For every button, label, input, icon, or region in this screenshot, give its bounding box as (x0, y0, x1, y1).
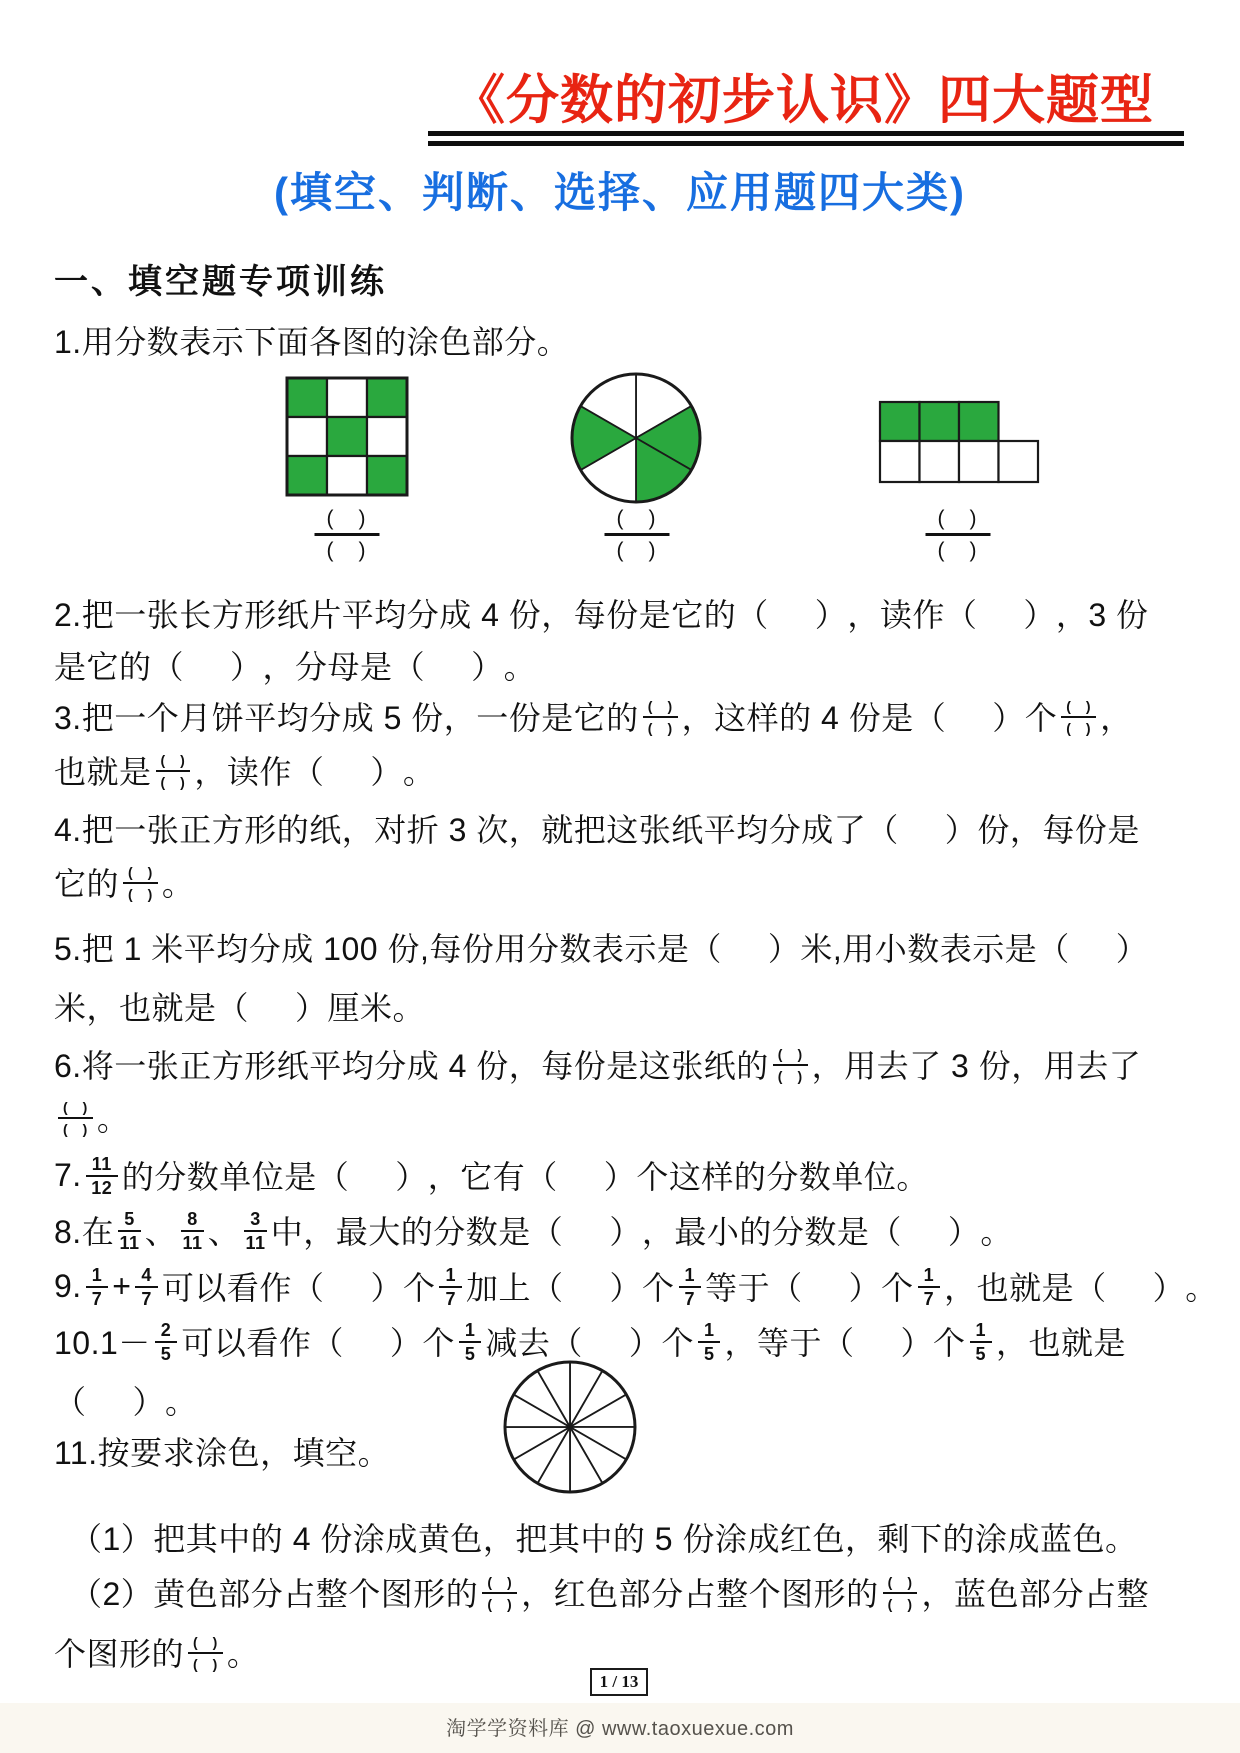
answer-blank: （ ） (770, 1270, 882, 1306)
text-run: 。 (165, 1384, 198, 1420)
text-run: 个 (402, 1270, 436, 1306)
text-run: 。 (1185, 1270, 1218, 1306)
text-run: ，3 份 (1055, 597, 1149, 633)
answer-blank: （ ） (913, 700, 1025, 736)
text-run: 9. (54, 1267, 82, 1304)
text-run: （2）黄色部分占整个图形的 (70, 1576, 479, 1612)
text-run: 减去 (485, 1325, 551, 1361)
answer-blank: （ ） (311, 1325, 423, 1361)
text-run: + (112, 1267, 132, 1304)
figure-fraction-blank: ( ) ( ) (605, 508, 670, 561)
fraction: $\frac{1}{7}$ (439, 1265, 462, 1308)
pie12-figure-sector (538, 1362, 571, 1427)
fraction: $\frac{2}{5}$ (155, 1320, 178, 1363)
fraction-blank: $\frac{( )}{( )}$ (643, 698, 678, 735)
answer-blank: （ ） (531, 1270, 643, 1306)
fraction: $\frac{11}{12}$ (86, 1154, 118, 1197)
text-run: 。 (161, 866, 195, 902)
text-run: 可以看作 (161, 1270, 292, 1306)
answer-blank: （ ） (944, 597, 1056, 633)
text-run: 3.把一个月饼平均分成 5 份，一份是它的 (54, 700, 639, 736)
text-run: 个 (642, 1270, 675, 1306)
fraction: $\frac{1}{5}$ (459, 1320, 482, 1363)
figure-fraction-blank: ( ) ( ) (315, 508, 380, 561)
text-run: 11.按要求涂色，填空。 (54, 1435, 391, 1471)
pie12-figure-sector (538, 1427, 571, 1492)
fraction-blank: $\frac{( )}{( )}$ (156, 752, 191, 789)
q2-line2 (54, 640, 536, 690)
text-run: 加上 (465, 1270, 531, 1306)
answer-blank: （ ） (216, 990, 328, 1026)
answer-blank: （ ） (689, 931, 801, 967)
text-run: 2.把一张长方形纸片平均分成 4 份，每份是它的 (54, 597, 737, 633)
lshape-bottom-cell (920, 441, 960, 482)
lshape-bottom-cell (959, 441, 999, 482)
answer-blank: （ ） (316, 1159, 428, 1195)
q11-text (54, 1426, 390, 1476)
text-run: ，读作 (194, 754, 292, 790)
grid-cell (327, 417, 367, 456)
text-run: ，读作 (847, 597, 945, 633)
q4-line1 (54, 803, 1140, 853)
pie12-figure-sector (570, 1371, 626, 1427)
q10-line1 (54, 1316, 1126, 1366)
grid-cell (287, 417, 327, 456)
answer-blank: （ ） (821, 1325, 934, 1361)
fraction: $\frac{8}{11}$ (182, 1208, 203, 1253)
pie12-figure-sector (570, 1395, 635, 1428)
text-run: 、 (207, 1214, 241, 1250)
q11-sub2-line1 (70, 1567, 1149, 1617)
text-run: ，红色部分占整个图形的 (521, 1576, 879, 1612)
pie12-figure-sector (570, 1427, 603, 1492)
fraction-blank: $\frac{( )}{( )}$ (123, 864, 158, 901)
answer-blank: （ ） (392, 649, 504, 685)
grid-cell (367, 456, 407, 495)
q5-line2 (54, 981, 425, 1031)
q7-line (54, 1150, 929, 1200)
answer-blank: （ ） (291, 754, 403, 790)
section-heading: 一、填空题专项训练 (54, 263, 387, 301)
fraction: $\frac{5}{11}$ (119, 1208, 140, 1253)
text-run: 米,用小数表示是 (800, 931, 1038, 967)
lshape-bottom-cell (880, 441, 920, 482)
fraction: $\frac{1}{7}$ (679, 1265, 702, 1308)
q6-line2 (54, 1092, 129, 1142)
fraction: $\frac{1}{7}$ (918, 1265, 941, 1308)
fraction-blank: $\frac{( )}{( )}$ (58, 1099, 93, 1136)
text-run: ， (1100, 700, 1133, 736)
figure-fraction-blank: ( ) ( ) (926, 508, 991, 561)
grid-cell (287, 378, 327, 417)
footer-site-text: 淘学学资料库 @ www.taoxuexue.com (446, 1718, 794, 1740)
text-run: 1.用分数表示下面各图的涂色部分。 (54, 324, 570, 360)
pie6-figure-sector (581, 374, 636, 438)
q10-line2 (54, 1375, 198, 1425)
fraction-blank: $\frac{( )}{( )}$ (188, 1634, 223, 1671)
text-run: 、 (144, 1214, 178, 1250)
fraction: $\frac{4}{7}$ (135, 1265, 158, 1308)
text-run: ，蓝色部分占整 (921, 1576, 1149, 1612)
text-run: 个 (422, 1325, 455, 1361)
text-run: 它的 (54, 866, 120, 902)
fraction-blank: $\frac{( )}{( )}$ (883, 1574, 918, 1611)
text-run: ，也就是 (944, 1270, 1075, 1306)
page-subtitle: (填空、判断、选择、应用题四大类) (274, 169, 966, 216)
fraction: $\frac{1}{5}$ (970, 1320, 993, 1363)
grid-figure-outline (287, 378, 407, 495)
text-run: 5.把 1 米平均分成 100 份,每份用分数表示是 (54, 931, 690, 967)
pie12-figure-sector (570, 1427, 626, 1483)
text-run: ，等于 (724, 1325, 822, 1361)
answer-blank: （ ） (869, 1214, 981, 1250)
pie6-figure-sector (636, 374, 691, 438)
text-run: 是它的 (54, 649, 152, 685)
answer-blank: （ ） (1074, 1270, 1186, 1306)
answer-blank: （ ） (736, 597, 848, 633)
text-run: 份，每份是 (977, 812, 1140, 848)
text-run: ，也就是 (996, 1325, 1127, 1361)
pie6-figure-sector (581, 438, 636, 502)
text-run: 可以看作 (181, 1325, 312, 1361)
text-run: 。 (402, 754, 436, 790)
q3-line1 (54, 691, 1133, 741)
text-run: ，分母是 (262, 649, 393, 685)
q11-sub1 (70, 1512, 1137, 1562)
text-run: 10.1－ (54, 1325, 151, 1361)
grid-cell (287, 456, 327, 495)
fraction-blank: $\frac{( )}{( )}$ (482, 1574, 517, 1611)
pie12-figure-outline (505, 1362, 635, 1492)
text-run: 也就是 (54, 754, 152, 790)
pie6-figure-sector (572, 406, 636, 470)
text-run: ，它有 (427, 1159, 526, 1195)
q1-text (54, 315, 569, 365)
pie12-figure-sector (570, 1362, 603, 1427)
text-run: ，最小的分数是 (641, 1214, 870, 1250)
text-run: （1）把其中的 4 份涂成黄色，把其中的 5 份涂成红色，剩下的涂成蓝色。 (70, 1521, 1138, 1557)
text-run: 个这样的分数单位。 (636, 1159, 929, 1195)
fraction-blank: $\frac{( )}{( )}$ (773, 1046, 808, 1083)
q9-line (54, 1261, 1218, 1311)
answer-blank: （ ） (1037, 931, 1149, 967)
grid-cell (367, 378, 407, 417)
lshape-top-cell (959, 402, 999, 441)
lshape-top-cell (880, 402, 920, 441)
text-run: 6.将一张正方形纸平均分成 4 份，每份是这张纸的 (54, 1048, 769, 1084)
fraction-blank: $\frac{( )}{( )}$ (1061, 698, 1096, 735)
answer-blank: （ ） (525, 1159, 637, 1195)
title-underline (428, 131, 1184, 146)
grid-cell (367, 417, 407, 456)
text-run: 。 (980, 1214, 1013, 1250)
text-run: 。 (96, 1101, 130, 1137)
answer-blank: （ ） (291, 1270, 403, 1306)
pie12-figure-sector (505, 1427, 570, 1460)
text-run: 4.把一张正方形的纸，对折 3 次，就把这张纸平均分成了 (54, 812, 867, 848)
answer-blank: （ ） (866, 812, 978, 848)
text-run: 。 (503, 649, 537, 685)
text-run: 个 (881, 1270, 914, 1306)
pie12-figure-sector (570, 1427, 635, 1460)
text-run: ，这样的 4 份是 (681, 700, 914, 736)
text-run: 中，最大的分数是 (270, 1214, 531, 1250)
text-run: 8.在 (54, 1214, 115, 1250)
page-title: 《分数的初步认识》四大题型 (452, 71, 1154, 130)
fraction: $\frac{3}{11}$ (245, 1208, 266, 1253)
q2-line1 (54, 588, 1149, 638)
pie6-figure-sector (636, 438, 691, 502)
q11-sub2-line2 (54, 1627, 259, 1677)
pie12-figure-sector (514, 1427, 570, 1483)
text-run: 个 (661, 1325, 694, 1361)
answer-blank: （ ） (530, 1214, 642, 1250)
text-run: 个 (933, 1325, 966, 1361)
fraction: $\frac{1}{7}$ (86, 1265, 109, 1308)
q3-line2 (54, 745, 435, 795)
text-run: 米，也就是 (54, 990, 217, 1026)
text-run: 等于 (705, 1270, 771, 1306)
pie12-figure-sector (514, 1371, 570, 1427)
q5-line1 (54, 922, 1148, 972)
grid-cell (327, 378, 367, 417)
q8-line (54, 1205, 1013, 1255)
pie6-figure-outline (572, 374, 700, 502)
text-run: 的分数单位是 (121, 1159, 317, 1195)
q6-line1 (54, 1039, 1141, 1089)
lshape-top-cell (920, 402, 960, 441)
text-run: 7. (54, 1156, 82, 1193)
answer-blank: （ ） (54, 1384, 166, 1420)
text-run: 个 (1024, 700, 1058, 736)
pie6-figure-sector (636, 406, 700, 470)
grid-cell (327, 456, 367, 495)
text-run: ，用去了 3 份，用去了 (811, 1048, 1142, 1084)
text-run: 。 (226, 1636, 260, 1672)
answer-blank: （ ） (151, 649, 263, 685)
text-run: 厘米。 (327, 990, 426, 1026)
answer-blank: （ ） (550, 1325, 662, 1361)
text-run: 个图形的 (54, 1636, 185, 1672)
q4-line2 (54, 857, 194, 907)
lshape-bottom-cell (999, 441, 1039, 482)
pie12-figure-sector (505, 1395, 570, 1428)
fraction: $\frac{1}{5}$ (698, 1320, 721, 1363)
page-number-box: 1 / 13 (590, 1668, 648, 1696)
